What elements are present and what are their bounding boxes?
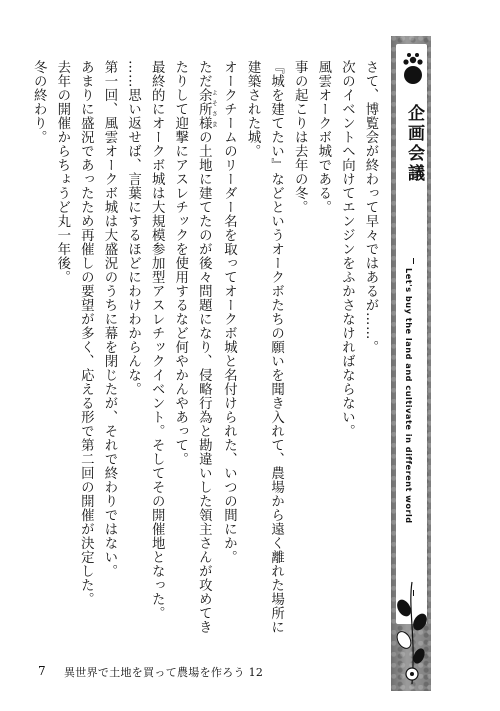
paragraph-7 — [168, 60, 217, 635]
book-title: 異世界で土地を買って農場を作ろう 12 — [64, 666, 264, 679]
page-number: 7 — [38, 664, 46, 678]
page-footer — [0, 664, 380, 684]
p7-before: ただ — [196, 60, 212, 88]
paragraph-1: さて、博覧会が終わって早々ではあるが……。 — [363, 60, 378, 354]
paragraph-8: 最終的にオークボ城は大規模参加型アスレチックイベント。そしてその開催地となった。 — [149, 60, 165, 620]
paragraph-5: 『城を建てたい』などというオークボたちの願いを聞き入れて、農場から遠く離れた場所に建築された城。 — [245, 60, 284, 634]
chapter-title: 企画会議 — [404, 104, 424, 184]
paragraph-2: 次のイベントへ向けてエンジンをふかさなければならない。 — [339, 60, 355, 438]
flower-icon — [400, 48, 426, 92]
paragraph-9: ……思い返せば、言葉にするほどにわけわからんな。 — [125, 60, 141, 396]
paragraph-6: オークチームのリーダー名を取ってオークボ城と名付けられた、いつの間にか。 — [221, 60, 237, 564]
series-subtitle: Let's buy the land and cultivate in different world — [404, 268, 414, 524]
ruby-yososama: 余所様 よそさま — [196, 88, 218, 130]
paragraph-3: 風雲オークボ城である。 — [315, 60, 331, 214]
body-text — [31, 60, 382, 635]
paragraph-12: 去年の開催からちょうど丸一年後。 — [54, 60, 70, 284]
paragraph-4: 事の起こりは去年の冬。 — [292, 60, 308, 214]
paragraph-13: 冬の終わり。 — [31, 60, 47, 144]
divider-top — [413, 258, 414, 264]
leaf-ornament-icon — [392, 578, 432, 688]
paragraph-10: 第一回、風雲オークボ城は大盛況のうちに幕を閉じたが、それで終わりではない。 — [101, 60, 117, 578]
paragraph-11: あまりに盛況であったため再催しの要望が多く、応える形で第二回の開催が決定した。 — [78, 60, 94, 606]
p7-after: の土地に建てたのが後々問題になり、侵略行為と勘違いした領主さんが攻めてきたりして迎撃にアスレチックを使用するなど何やかんやあって。 — [172, 60, 212, 634]
